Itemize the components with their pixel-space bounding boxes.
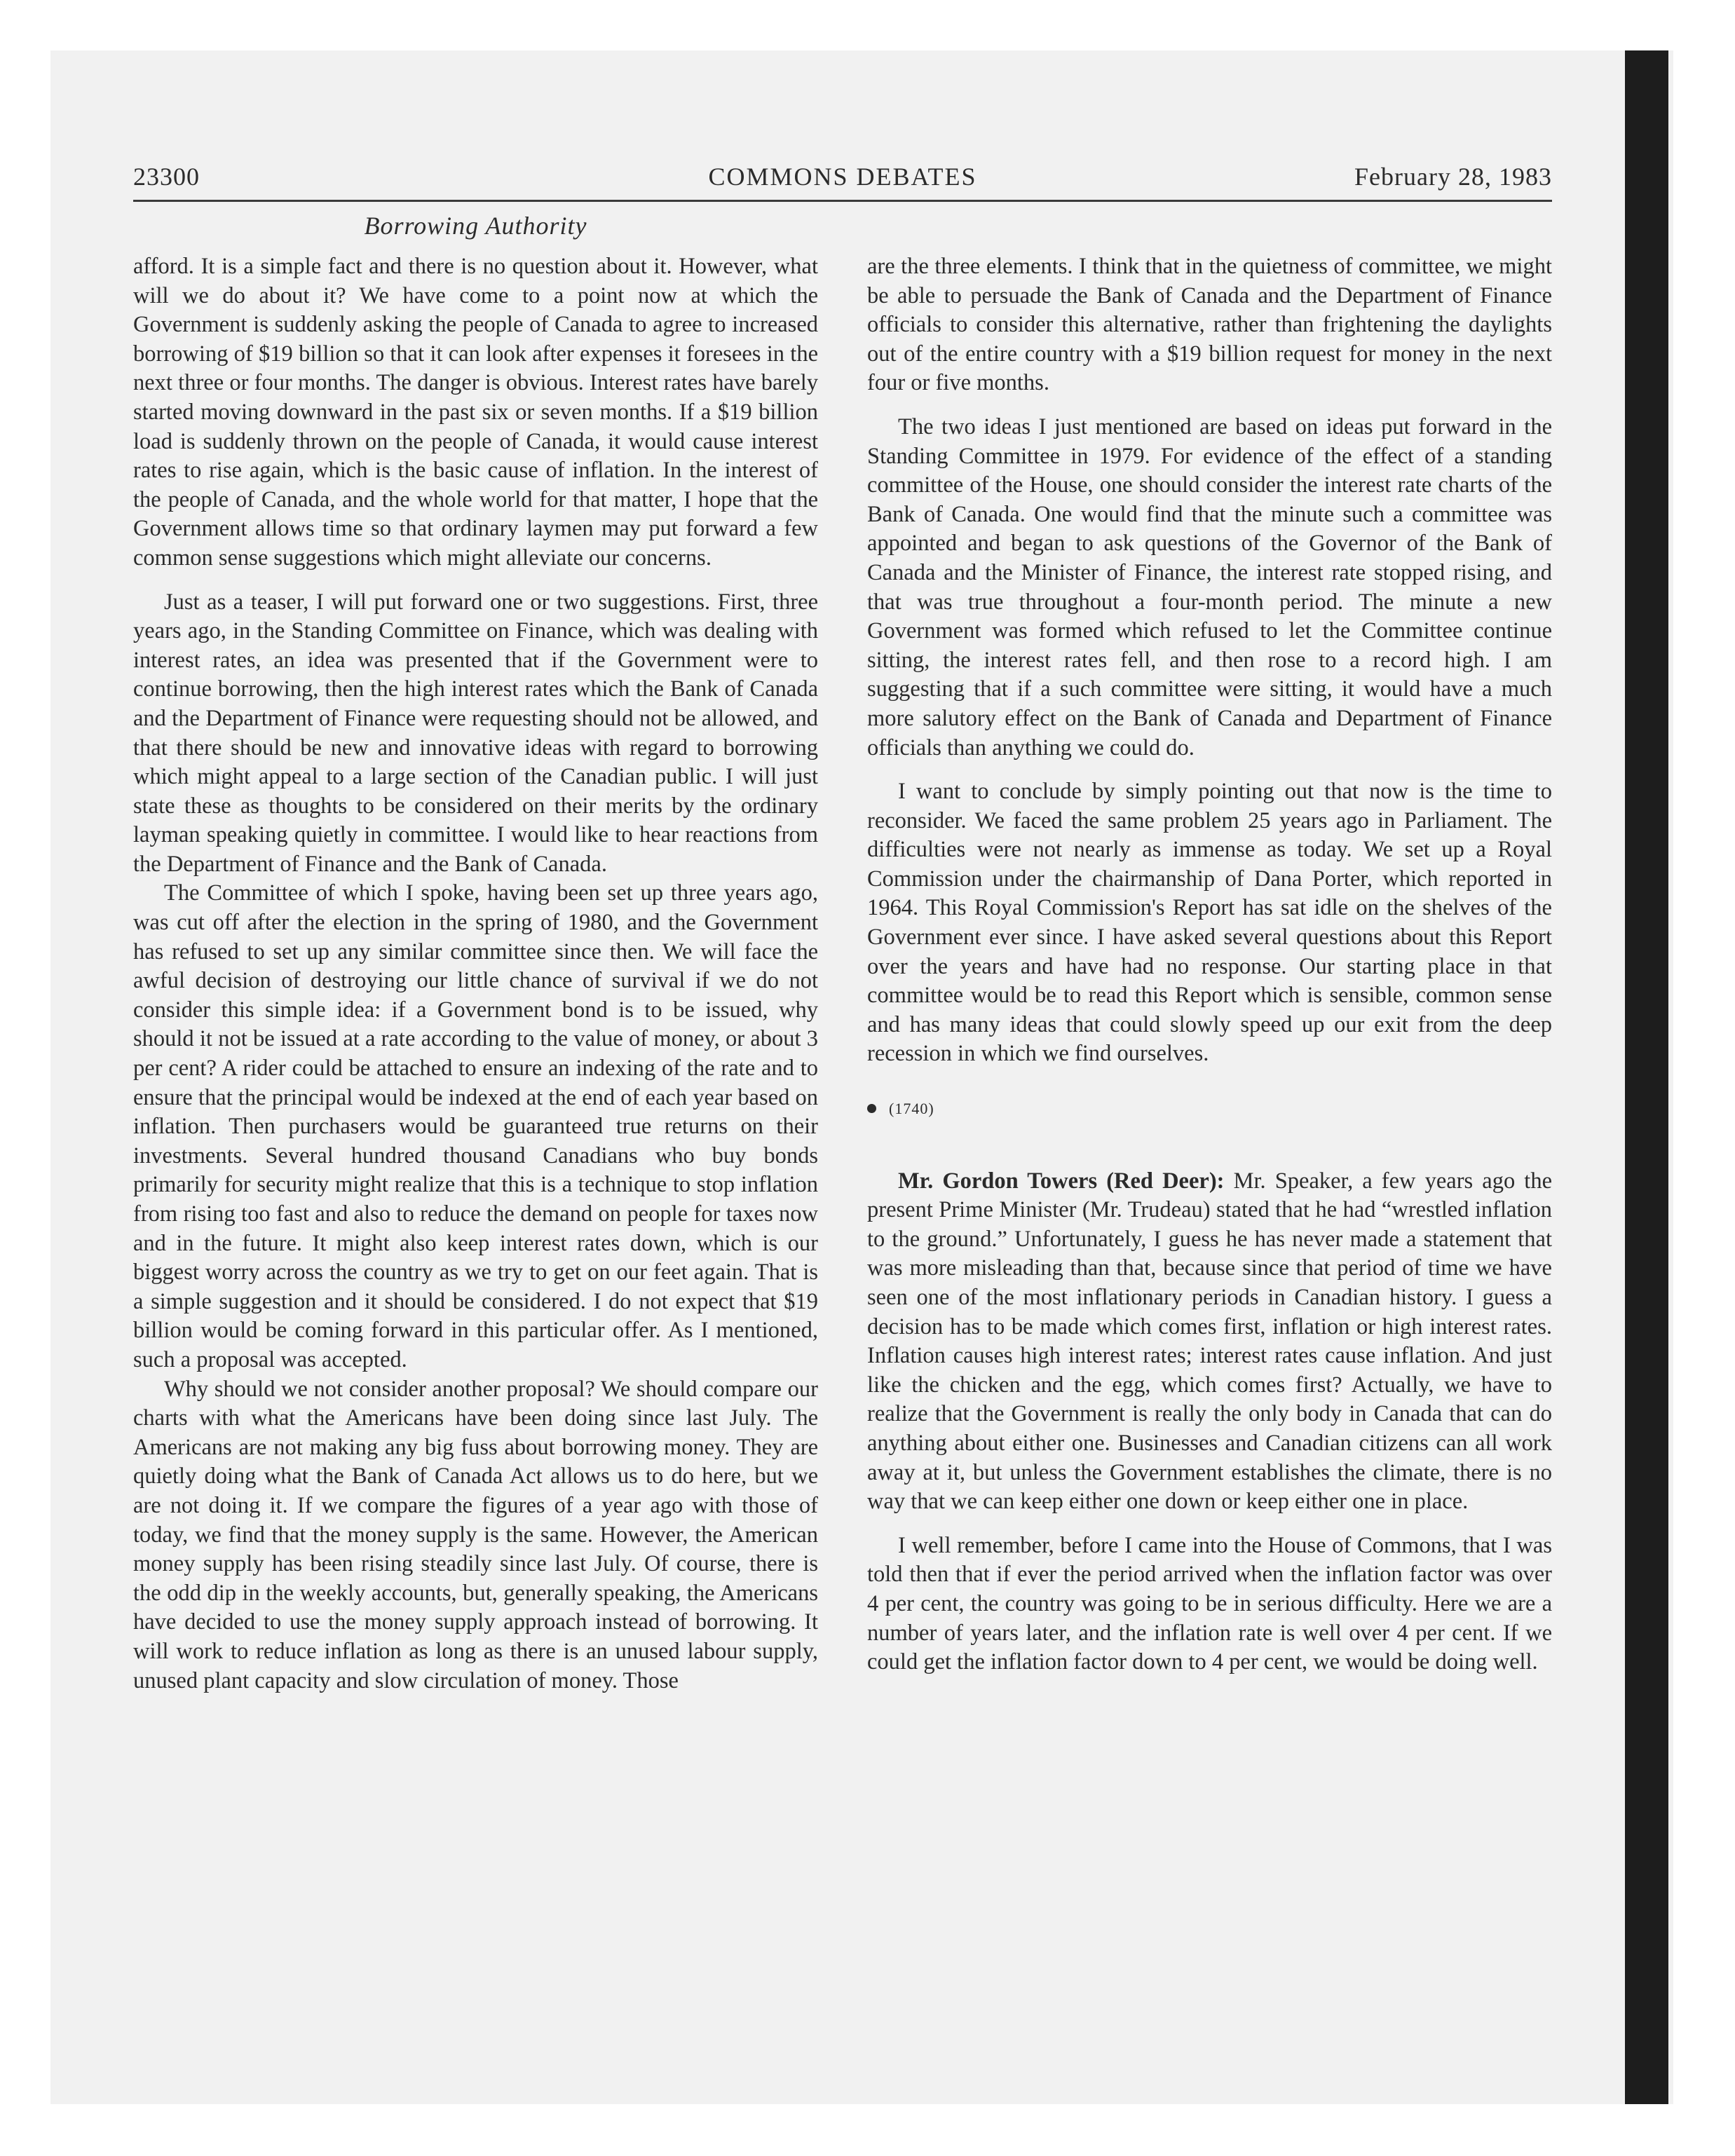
paragraph: I well remember, before I came into the House of Commons, that I was told then that if ever the period arrived when the inflation factor was over 4 per cent, the country was going to be in serious difficulty. Here we are a number of years later, and the inflation rate is well over 4 per cent. If we could get the inflation factor down to 4 per cent, we would be doing well. (867, 1532, 1552, 1675)
document-page (133, 158, 1552, 1994)
header-date: February 28, 1983 (1354, 163, 1552, 191)
speech-paragraph (867, 1167, 1552, 1517)
paragraph: afford. It is a simple fact and there is no question about it. However, what will we do about it? We have come to a point now at which the Government is suddenly asking the people of Canada to agree to increased borrowing of $19 billion so that it can look after expenses it foresees in the next three or four months. The danger is obvious. Interest rates have barely started moving downward in the past six or seven months. If a $19 billion load is suddenly thrown on the people of Canada, it would cause interest rates to rise again, which is the basic cause of inflation. In the interest of the people of Canada, and the whole world for that matter, I hope that the Government allows time so that ordinary laymen may put forward a few common sense suggestions which might alleviate our concerns. (133, 254, 818, 571)
paragraph: The two ideas I just mentioned are based on ideas put forward in the Standing Committee in 1979. For evidence of the effect of a standing committee of the House, one should consider the interest rate charts of the Bank of Canada. One would find that the minute such a committee was appointed and began to ask questions of the Governor of the Bank of Canada and the Minister of Finance, the interest rate stopped rising, and that was true throughout a four-month period. The minute a new Government was formed which refused to let the Committee continue sitting, the interest rates fell, and then rose to a record high. I am suggesting that if a such committee were sitting, it would have a much more salutory effect on the Bank of Canada and Department of Finance officials than anything we could do. (867, 414, 1552, 760)
right-column (867, 252, 1552, 1677)
left-column (133, 252, 818, 1696)
paragraph: Why should we not consider another proposal? We should compare our charts with what the Americans have been doing since last July. The Americans are not making any big fuss about borrowing money. They are quietly doing what the Bank of Canada Act allows us to do here, but we are not doing it. If we compare the figures of a year ago with those of today, we find that the money supply is the same. However, the American money supply has been rising steadily since last July. Of course, there is the odd dip in the weekly accounts, but, generally speaking, the Americans have decided to use the money supply approach instead of borrowing. It will work to reduce inflation as long as there is an unused labour supply, unused plant capacity and slow circulation of money. Those (133, 1376, 818, 1693)
paragraph: Just as a teaser, I will put forward one or two suggestions. First, three years ago, in the Standing Committee on Finance, which was dealing with interest rates, an idea was presented that if the Government were to continue borrowing, then the high interest rates which the Bank of Canada and the Department of Finance were requesting should not be allowed, and that there should be new and innovative ideas with regard to borrowing which might appeal to a large section of the Canadian public. I will just state these as thoughts to be considered on their merits by the ordinary layman speaking quietly in committee. I would like to hear reactions from the Department of Finance and the Bank of Canada. (133, 589, 818, 877)
speech-text: Mr. Speaker, a few years ago the present Prime Minister (Mr. Trudeau) stated that he had “wrestled inflation to the ground.” Unfortunately, I guess he has never made a statement that was more misleading than that, because since that period of time we have seen one of the most inflationary periods in Canadian history. I guess a decision has to be made which comes first, inflation or high interest rates. Inflation causes high interest rates; interest rates cause inflation. And just like the chicken and the egg, which comes first? Actually, we have to realize that the Government is really the only body in Canada that can do anything about either one. Businesses and Canadian citizens can all work away at it, but unless the Government establishes the climate, there is no way that we can keep either one down or keep either one in place. (867, 1168, 1552, 1515)
paragraph: are the three elements. I think that in the quietness of committee, we might be able to persuade the Bank of Canada and the Department of Finance officials to consider this alternative, rather than frightening the daylights out of the entire country with a $19 billion request for money in the next four or five months. (867, 254, 1552, 396)
publication-title: COMMONS DEBATES (708, 163, 977, 191)
paragraph: The Committee of which I spoke, having been set up three years ago, was cut off after the election in the spring of 1980, and the Government has refused to set up any similar committee since then. We will face the awful decision of destroying our little chance of survival if we do not consider this simple idea: if a Government bond is to be issued, why should it not be issued at a rate according to the value of money, or about 3 per cent? A rider could be attached to ensure an indexing of the rate and to ensure that the principal would be indexed at the end of each year based on inflation. Then purchasers would be guaranteed true returns on their investments. Several hundred thousand Canadians who buy bonds primarily for security might realize that this is a technique to stop inflation from rising too fast and also to reduce the demand on people for taxes now and in the future. It might also keep interest rates down, which is our biggest worry across the country as we try to get on our feet again. That is a simple suggestion and it should be considered. I do not expect that $19 billion would be coming forward in this particular offer. As I mentioned, such a proposal was accepted. (133, 880, 818, 1372)
speaker-name: Mr. Gordon Towers (Red Deer): (898, 1168, 1225, 1194)
time-marker (867, 1094, 1552, 1124)
binding-edge (1625, 50, 1668, 2104)
time-marker-text: (1740) (889, 1100, 934, 1118)
bullet-icon (867, 1104, 876, 1113)
paragraph: I want to conclude by simply pointing out that now is the time to reconsider. We faced the same problem 25 years ago in Parliament. The difficulties were not nearly as immense as today. We set up a Royal Commission under the chairmanship of Dana Porter, which reported in 1964. This Royal Commission's Report has sat idle on the shelves of the Government ever since. I have asked several questions about this Report over the years and have had no response. Our starting place in that committee would be to read this Report which is sensible, common sense and has many ideas that could slowly speed up our exit from the deep recession in which we find ourselves. (867, 779, 1552, 1067)
running-header (133, 158, 1552, 202)
section-heading: Borrowing Authority (364, 212, 587, 240)
page-number: 23300 (133, 163, 200, 191)
